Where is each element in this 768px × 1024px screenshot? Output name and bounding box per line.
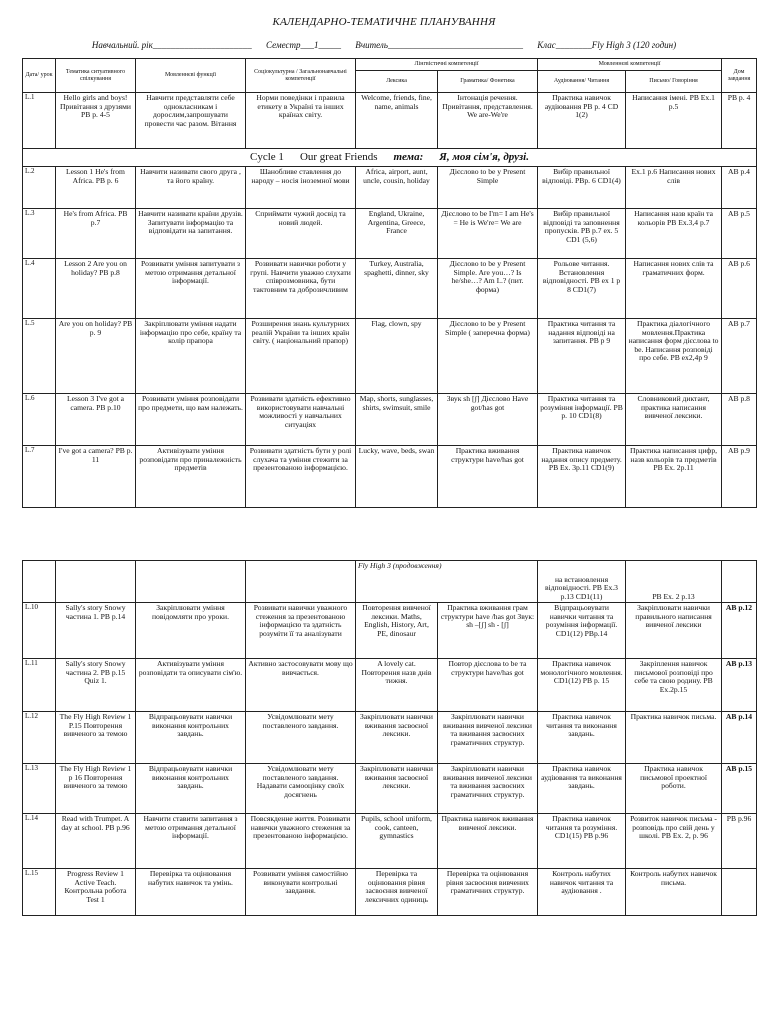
meta-semester: Семестр___1_____ <box>266 40 341 50</box>
cell-n: L.6 <box>23 394 56 446</box>
cell-aud: Практика навичок аудіювання PB p. 4 CD 1(2) <box>538 93 626 149</box>
cell-wr: Словниковий диктант, практика написання вивченої лексики. <box>626 394 722 446</box>
cell-hw: AB p.14 <box>722 712 757 764</box>
plan-table-top <box>22 58 757 508</box>
cell-lex: Закріплювати навички вживання засвоєної лексики. <box>356 712 438 764</box>
cycle-theme: Я, моя сім'я, друзі. <box>439 151 529 163</box>
header-homework: Дом завдання <box>722 59 757 93</box>
cell-topic: The Fly High Review 1 P.15 Повторення вивченого за темою <box>56 712 136 764</box>
cell-hw: AB p.9 <box>722 446 757 508</box>
cell-hw: AB p.8 <box>722 394 757 446</box>
cell-wr: Написання нових слів та граматичних форм. <box>626 259 722 319</box>
plan-table-bottom <box>22 560 757 916</box>
cell-func: Розвивати уміння запитувати з метою отримання детальної інформації. <box>136 259 246 319</box>
cell-socio: Розширення знань культурних реалій України та інших країн світу. ( національний прапор) <box>246 319 356 394</box>
cell-func: Навчити представляти себе однокласникам і дорослим,запрошувати провести час разом. Вітання <box>136 93 246 149</box>
cell-func: Відпрацьовувати навички виконання контрольних завдань. <box>136 712 246 764</box>
cell-aud: Практика навичок читання та виконання завдань. <box>538 712 626 764</box>
table-row <box>23 259 757 319</box>
header-grammar: Граматика/ Фонетика <box>438 71 538 93</box>
cell-aud: Практика навичок аудіювання та виконання завдань. <box>538 764 626 814</box>
cell-gram: Закріплювати навички вживання вивченої лексики та вживання засвоєних граматичних структур. <box>438 764 538 814</box>
cell-hw: PB p.96 <box>722 814 757 869</box>
cell-func: Перевірка та оцінювання набутих навичок та умінь. <box>136 869 246 916</box>
cell-lex: Закріплювати навички вживання засвоєної лексики. <box>356 764 438 814</box>
cell-n: L.5 <box>23 319 56 394</box>
cell-socio: Шанобливе ставлення до народу – носія іноземної мови <box>246 167 356 209</box>
cell-aud: Вибір правильної відповіді та заповнення пропусків. PB p.7 ex. 5 CD1 (5,6) <box>538 209 626 259</box>
cell-socio: Повсякденне життя. Розвивати навички уважного стеження за презентованою інформацією. <box>246 814 356 869</box>
cell-lex: Flag, clown, spy <box>356 319 438 394</box>
continuation-label: Fly High 3 (продовження) <box>356 561 538 603</box>
cell-lex: England, Ukraine, Argentina, Greece, France <box>356 209 438 259</box>
cell-aud: Рольове читання. Встановлення відповідності. PB ex 1 p 8 CD1(7) <box>538 259 626 319</box>
meta-line <box>0 40 768 50</box>
cycle-heading <box>23 149 757 167</box>
cell-socio: Активно застосовувати мову що вивчається. <box>246 659 356 712</box>
cell-hw: AB p.5 <box>722 209 757 259</box>
cell-lex: A lovely cat. Повторення назв днів тижня. <box>356 659 438 712</box>
cell-n: L.14 <box>23 814 56 869</box>
cell-n: L.10 <box>23 603 56 659</box>
cell-func: Навчити називати свого друга , та його країну. <box>136 167 246 209</box>
cell-topic: Are you on holiday? PB p. 9 <box>56 319 136 394</box>
cell-wr: Практика навичок письма. <box>626 712 722 764</box>
cell-wr: Закріплювати навички правильного написання вивченої лексики <box>626 603 722 659</box>
cell-topic: Lesson 2 Are you on holiday? PB p.8 <box>56 259 136 319</box>
header-functions: Мовленнєві функції <box>136 59 246 93</box>
cell-func: Активізувати уміння розповідати та описувати сім'ю. <box>136 659 246 712</box>
page-title: КАЛЕНДАРНО-ТЕМАТИЧНЕ ПЛАНУВАННЯ <box>272 16 496 28</box>
table-row <box>23 394 757 446</box>
cell-wr: Практика діалогічного мовлення.Практика написання форм дієслова to be. Написання розповіді про себе. PB ex2,4p 9 <box>626 319 722 394</box>
cell-topic: Sally's story Snowy частина 1. PB p.14 <box>56 603 136 659</box>
header-socio: Соціокультурна / Загальнонавчальні компетенції <box>246 59 356 93</box>
table-row <box>23 446 757 508</box>
cell-gram: Закріплювати навички вживання вивченої лексики та вживання засвоєних граматичних структур. <box>438 712 538 764</box>
table-row <box>23 869 757 916</box>
table-row <box>23 319 757 394</box>
cell-func: Закріплювати уміння повідомляти про уроки. <box>136 603 246 659</box>
cell-gram: Звук sh [ʃ] Дієслово Have got/has got <box>438 394 538 446</box>
cell-topic: Hello girls and boys! Привітання з друзями PB p. 4-5 <box>56 93 136 149</box>
table-row <box>23 814 757 869</box>
cell-wr: Практика написання цифр, назв кольорів та предметів PB Ex. 2p.11 <box>626 446 722 508</box>
header-linguistic: Лінгвістичні компетенції <box>356 59 538 71</box>
cell-gram: Повтор дієслова to be та структури have/has got <box>438 659 538 712</box>
cell-lex: Повторення вивченої лексики. Maths, English, History, Art, PE, dinosaur <box>356 603 438 659</box>
cell-topic: Progress Review 1 Active Teach. Контрольна робота Test 1 <box>56 869 136 916</box>
cell-func: Активізувати уміння розповідати про приналежність предметів <box>136 446 246 508</box>
continuation-audit: на встановлення відповідності. PB Ex.3 p.13 CD1(11) <box>538 561 626 603</box>
cell-lex: Africa, airport, aunt, uncle, cousin, holiday <box>356 167 438 209</box>
cell-n: L.13 <box>23 764 56 814</box>
cell-wr: Практика навичок письмової проектної роботи. <box>626 764 722 814</box>
cell-aud: Контроль набутих навичок читання та аудіювання . <box>538 869 626 916</box>
table-row <box>23 659 757 712</box>
cell-hw: AB p.7 <box>722 319 757 394</box>
cell-aud: Практика навичок надання опису предмету. PB Ex. 3p.11 CD1(9) <box>538 446 626 508</box>
meta-year: Навчальний. рік______________________ <box>91 40 252 50</box>
cell-aud: Практика читання та розуміння інформації. PB p. 10 CD1(8) <box>538 394 626 446</box>
cell-func: Відпрацьовувати навички виконання контрольних завдань. <box>136 764 246 814</box>
cell-socio: Сприймати чужий досвід та новий людей. <box>246 209 356 259</box>
meta-class: Клас________Fly High 3 (120 годин) <box>537 40 677 50</box>
cell-topic: Sally's story Snowy частина 2. PB p.15 Quiz 1. <box>56 659 136 712</box>
cell-topic: He's from Africa. PB p.7 <box>56 209 136 259</box>
cell-n: L.7 <box>23 446 56 508</box>
cell-topic: I've got a camera? PB p. 11 <box>56 446 136 508</box>
cell-lex: Pupils, school uniform, cook, canteen, gymnastics <box>356 814 438 869</box>
cell-n: L.3 <box>23 209 56 259</box>
cell-gram: Перевірка та оцінювання рівня засвоєння вивчених граматичних структур. <box>438 869 538 916</box>
cell-hw: AB p.13 <box>722 659 757 712</box>
cell-hw: AB p.15 <box>722 764 757 814</box>
cell-socio: Розвивати здатність бути у ролі слухача та уміння стежити за презентованою інформацією. <box>246 446 356 508</box>
cell-gram: Практика вживання грам структури have /has got Звук: sh –[ʃ] sh - [ʃ] <box>438 603 538 659</box>
cell-wr: Написання імені. PB Ex.1 p.5 <box>626 93 722 149</box>
cell-func: Закріплювати уміння надати інформацію про себе, країну та колір прапора <box>136 319 246 394</box>
cell-gram: Інтонація речення. Привітання, представлення. We are-We're <box>438 93 538 149</box>
meta-teacher: Вчитель______________________________ <box>355 40 523 50</box>
cell-socio: Розвивати уміння самостійно виконувати контрольні завдання. <box>246 869 356 916</box>
header-lexic: Лексика <box>356 71 438 93</box>
cell-func: Навчити ставити запитання з метою отримання детальної інформації. <box>136 814 246 869</box>
table-row <box>23 603 757 659</box>
table-row <box>23 93 757 149</box>
cell-wr: Закріплення навичок письмової розповіді про себе та свою родину. PB Ex.2p.15 <box>626 659 722 712</box>
cell-hw: AB p.6 <box>722 259 757 319</box>
cell-gram: Дієслово to be у Present Simple. Are you…? Is he/she…? Am I..? (пит. форма) <box>438 259 538 319</box>
continuation-row <box>23 561 757 603</box>
cell-topic: The Fly High Review 1 p 16 Повторення вивченого за темою <box>56 764 136 814</box>
cell-gram: Дієслово to be I'm= I am He's = He is We're= We are <box>438 209 538 259</box>
cell-n: L.4 <box>23 259 56 319</box>
cell-hw: AB p.12 <box>722 603 757 659</box>
cell-aud: Практика навичок читання та розуміння. CD1(15) PB p.96 <box>538 814 626 869</box>
cell-func: Розвивати уміння розповідати про предмети, що вам належать. <box>136 394 246 446</box>
cell-socio: Розвивати навички роботи у групі. Навчити уважно слухати співрозмовника, бути тактовним та доброзичливим <box>246 259 356 319</box>
cell-lex: Перевірка та оцінювання рівня засвоєння вивченої лексичних одиниць <box>356 869 438 916</box>
cell-n: L.12 <box>23 712 56 764</box>
table-row <box>23 209 757 259</box>
cell-aud: Практика читання та надання відповіді на запитання. PB p 9 <box>538 319 626 394</box>
cell-lex: Welcome, friends, fine, name, animals <box>356 93 438 149</box>
cell-n: L.11 <box>23 659 56 712</box>
header-topic: Тематика ситуативного спілкування <box>56 59 136 93</box>
cell-gram: Практика навичок вживання вивченої лексики. <box>438 814 538 869</box>
table-row <box>23 712 757 764</box>
cell-lex: Turkey, Australia, spaghetti, dinner, sky <box>356 259 438 319</box>
cell-socio: Норми поведінки і правила етикету в Україні та інших країнах світу. <box>246 93 356 149</box>
header-date: Дата/ урок <box>23 59 56 93</box>
cell-wr: Контроль набутих навичок письма. <box>626 869 722 916</box>
cell-gram: Практика вживання структури have/has got <box>438 446 538 508</box>
header-writing: Письмо/ Говоріння <box>626 71 722 93</box>
cell-topic: Lesson 3 I've got a camera. PB p.10 <box>56 394 136 446</box>
cell-socio: Розвивати здатність ефективно використовувати навчальні можливості у навчальних ситуаціях <box>246 394 356 446</box>
cell-n: L.2 <box>23 167 56 209</box>
cell-n: L.1 <box>23 93 56 149</box>
cell-socio: Усвідомлювати мету поставленого завдання. Надавати самооцінку своїх досягнень <box>246 764 356 814</box>
table-row <box>23 764 757 814</box>
cell-lex: Map, shorts, sunglasses, shirts, swimsuit, smile <box>356 394 438 446</box>
cell-lex: Lucky, wave, beds, swan <box>356 446 438 508</box>
cycle-row <box>23 149 757 167</box>
cell-wr: Написання назв країн та кольорів PB Ex.3,4 p.7 <box>626 209 722 259</box>
cycle-name: Our great Friends <box>299 151 378 163</box>
cell-topic: Lesson 1 He's from Africa. PB p. 6 <box>56 167 136 209</box>
cell-hw: AB p.4 <box>722 167 757 209</box>
cell-hw: PB p. 4 <box>722 93 757 149</box>
cell-wr: Розвиток навичок письма - розповідь про свій день у школі. PB Ex. 2, p. 96 <box>626 814 722 869</box>
cell-hw <box>722 869 757 916</box>
cell-gram: Дієслово to be у Present Simple <box>438 167 538 209</box>
cell-aud: Відпрацьовувати навички читання та розуміння інформації. CD1(12) PBp.14 <box>538 603 626 659</box>
cell-wr: Ex.1 p.6 Написання нових слів <box>626 167 722 209</box>
cycle-theme-label: тема: <box>393 151 424 163</box>
cell-topic: Read with Trumpet. A day at school. PB p.96 <box>56 814 136 869</box>
cell-socio: Розвивати навички уважного стеження за презентованою інформацією та здатність розуміти її та аналізувати <box>246 603 356 659</box>
cell-aud: Практика навичок монологічного мовлення. CD1(12) PB p. 15 <box>538 659 626 712</box>
table-row <box>23 167 757 209</box>
continuation-writing: PB Ex. 2 p.13 <box>626 561 722 603</box>
cell-n: L.15 <box>23 869 56 916</box>
cell-func: Навчити називати країни друзів. Запитувати інформацію та відповідати на запитання. <box>136 209 246 259</box>
header-speech: Мовленнєві компетенції <box>538 59 722 71</box>
cell-socio: Усвідомлювати мету поставленого завдання. <box>246 712 356 764</box>
cell-aud: Вибір правильної відповіді. PBp. 6 CD1(4) <box>538 167 626 209</box>
header-audit: Аудіювання/ Читання <box>538 71 626 93</box>
cell-gram: Дієслово to be у Present Simple ( заперечна форма) <box>438 319 538 394</box>
cycle-label: Cycle 1 <box>250 151 284 163</box>
